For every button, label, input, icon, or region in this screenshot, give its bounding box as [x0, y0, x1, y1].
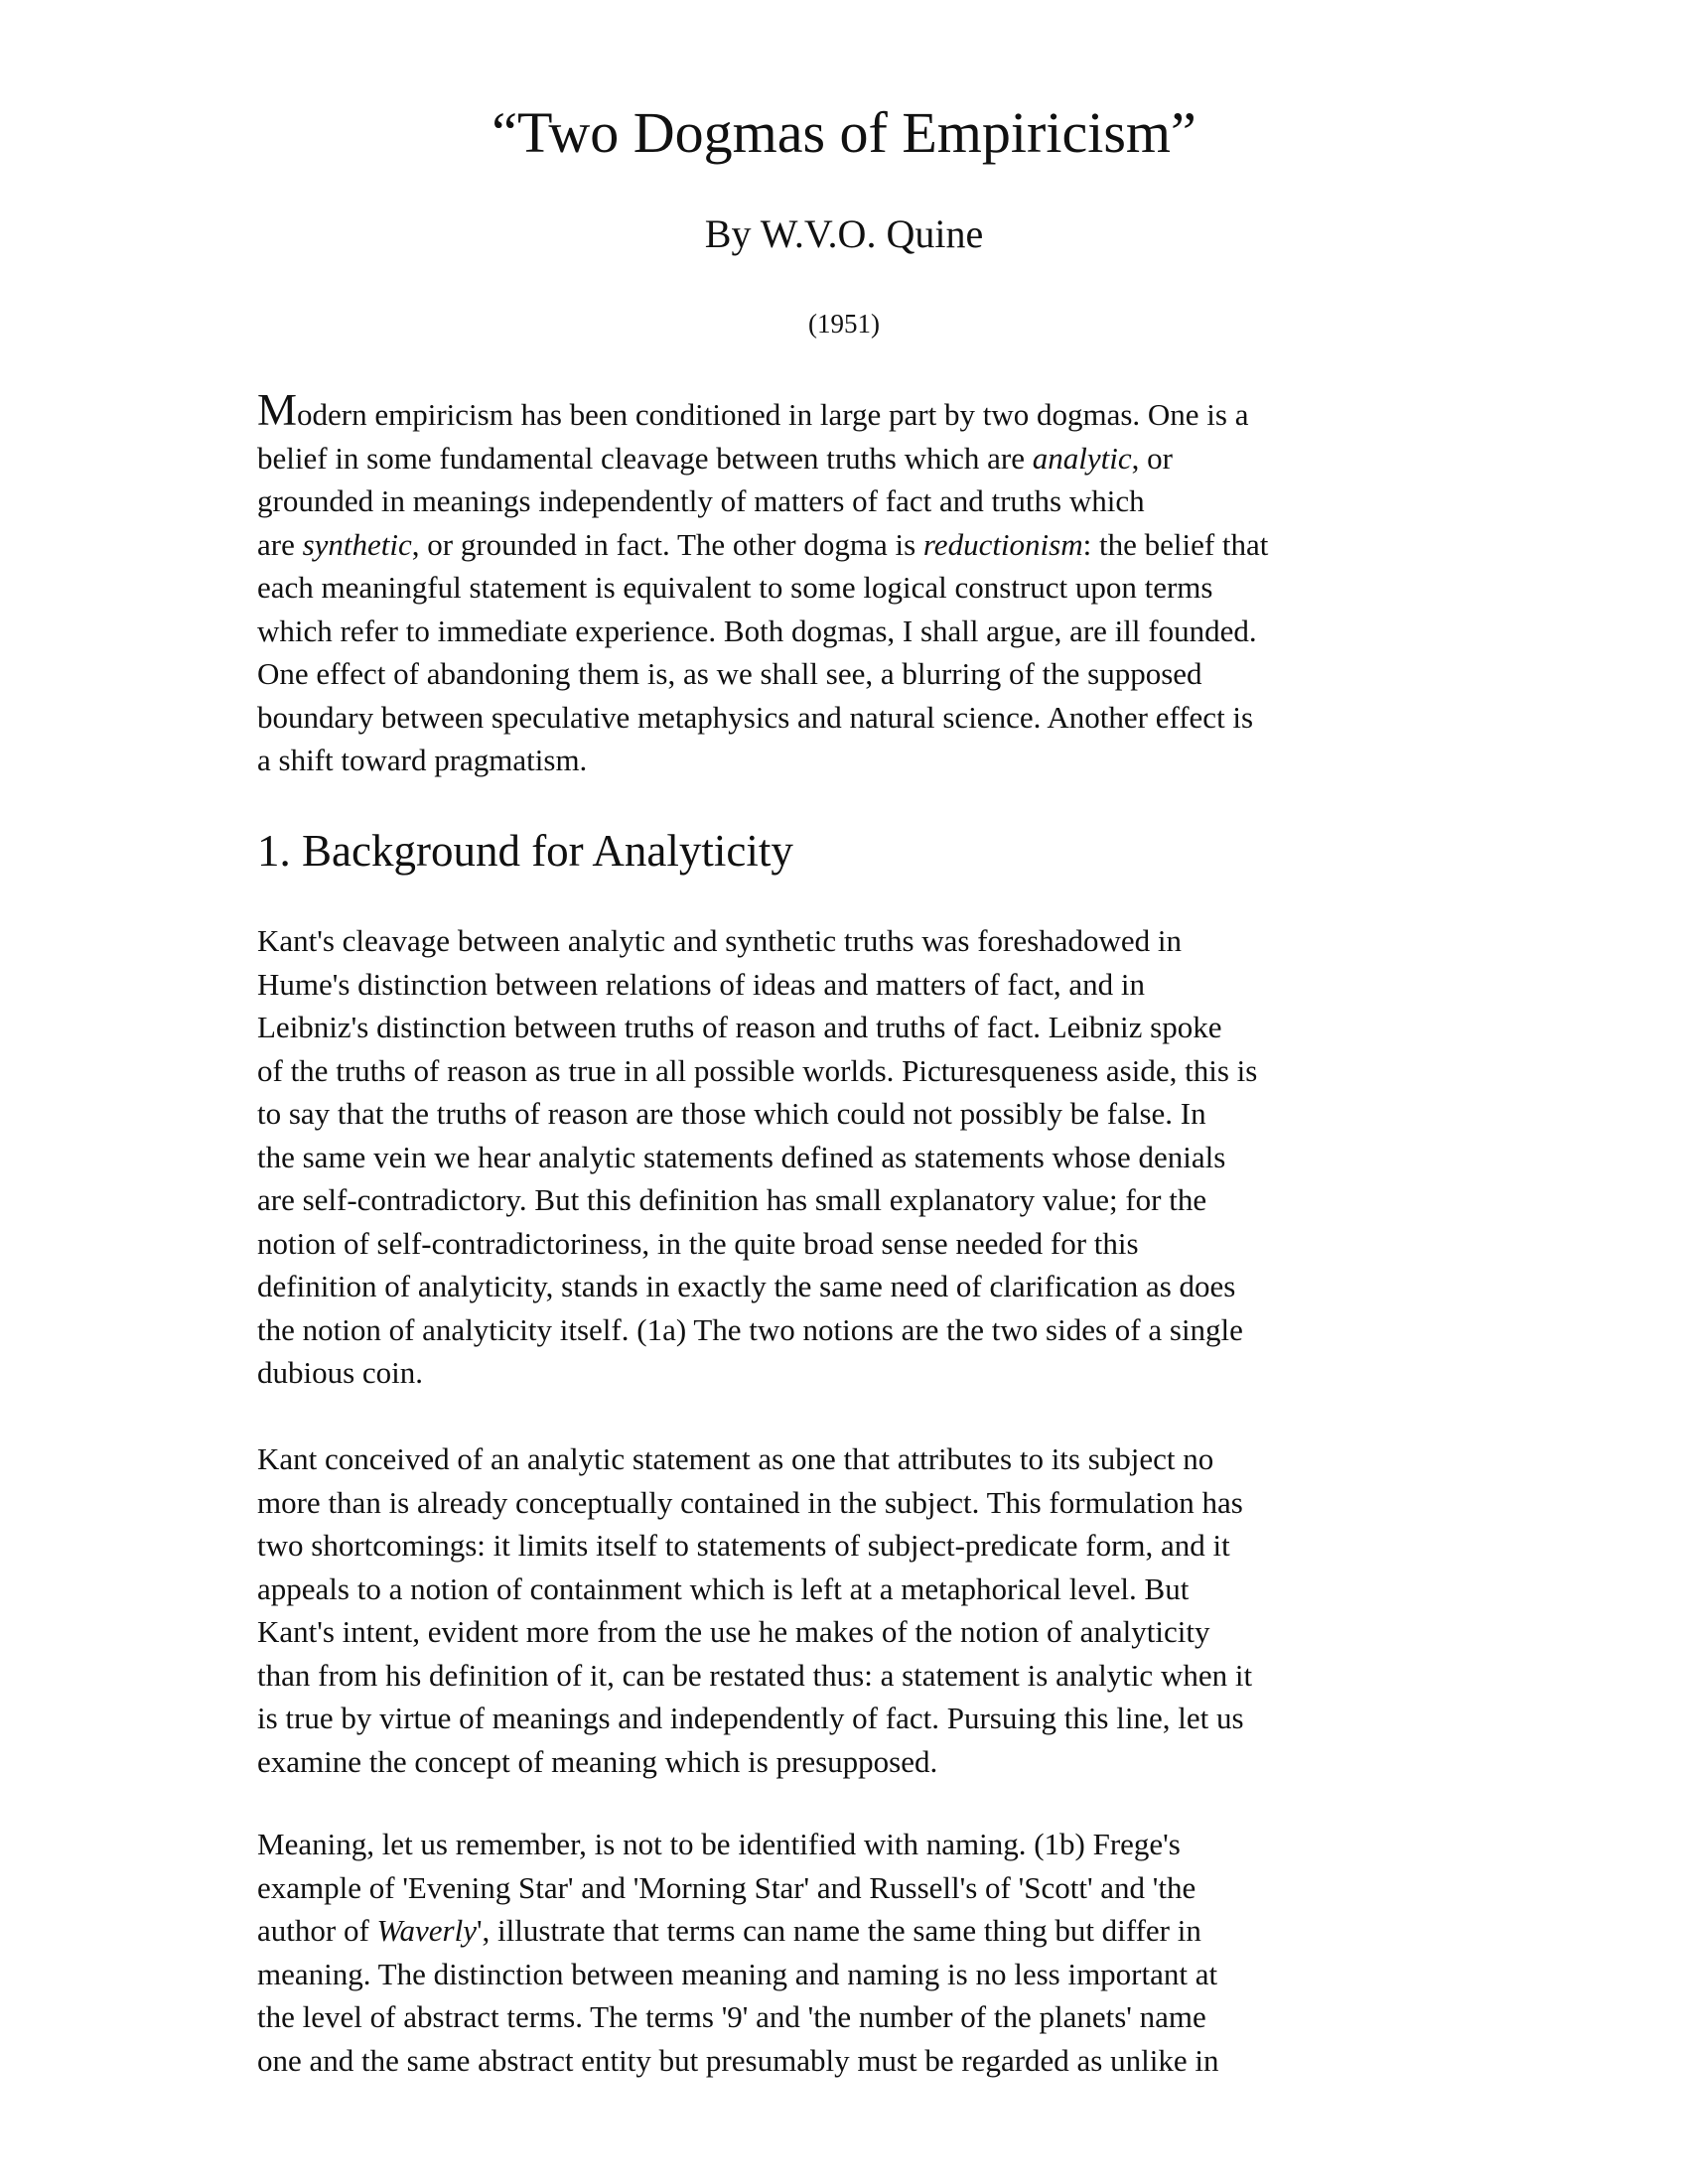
text-line: example of 'Evening Star' and 'Morning Star' and Russell's of 'Scott' and 'the: [257, 1869, 1196, 1905]
text-line: than from his definition of it, can be restated thus: a statement is analytic when it: [257, 1657, 1253, 1693]
text-line: Kant's cleavage between analytic and synthetic truths was foreshadowed in: [257, 923, 1182, 958]
emphasis-synthetic: synthetic: [302, 526, 412, 562]
document-title: “Two Dogmas of Empiricism”: [492, 100, 1196, 165]
text-line: two shortcomings: it limits itself to statements of subject-predicate form, and it: [257, 1528, 1230, 1563]
text-line: belief in some fundamental cleavage between truths which are analytic, or: [257, 440, 1173, 476]
text-line: the notion of analyticity itself. (1a) The two notions are the two sides of a single: [257, 1311, 1243, 1347]
text-line: grounded in meanings independently of matters of fact and truths which: [257, 483, 1145, 518]
text-line: Meaning, let us remember, is not to be identified with naming. (1b) Frege's: [257, 1827, 1181, 1861]
drop-cap: M: [257, 385, 298, 435]
emphasis-waverly: Waverly: [376, 1913, 477, 1948]
text-line: meaning. The distinction between meaning and naming is no less important at: [257, 1956, 1218, 1991]
text-line: appeals to a notion of containment which is left at a metaphorical level. But: [257, 1570, 1190, 1606]
text-line: which refer to immediate experience. Both dogmas, I shall argue, are ill founded.: [257, 613, 1257, 648]
text-line: dubious coin.: [257, 1355, 424, 1390]
text-line: Kant conceived of an analytic statement as one that attributes to its subject no: [257, 1441, 1214, 1476]
text-line: the same vein we hear analytic statements defined as statements whose denials: [257, 1139, 1226, 1174]
text-line: are self-contradictory. But this definition has small explanatory value; for the: [257, 1182, 1207, 1217]
text-line: is true by virtue of meanings and independently of fact. Pursuing this line, let us: [257, 1701, 1244, 1735]
text-line: Leibniz's distinction between truths of reason and truths of fact. Leibniz spoke: [257, 1010, 1222, 1044]
text-line: definition of analyticity, stands in exactly the same need of clarification as does: [257, 1269, 1236, 1303]
text-line: author of Waverly', illustrate that terms can name the same thing but differ in: [257, 1913, 1201, 1948]
text-line: One effect of abandoning them is, as we shall see, a blurring of the supposed: [257, 656, 1202, 691]
text-line: Kant's intent, evident more from the use he makes of the notion of analyticity: [257, 1614, 1210, 1649]
intro-paragraph: [257, 385, 1478, 782]
text-line: Hume's distinction between relations of ideas and matters of fact, and in: [257, 966, 1145, 1002]
text-line: boundary between speculative metaphysics and natural science. Another effect is: [257, 699, 1254, 735]
text-line: notion of self-contradictoriness, in the quite broad sense needed for this: [257, 1225, 1139, 1261]
text-line: to say that the truths of reason are those which could not possibly be false. In: [257, 1096, 1206, 1131]
text-line: examine the concept of meaning which is presupposed.: [257, 1743, 938, 1779]
text-line: a shift toward pragmatism.: [257, 743, 588, 777]
section-paragraph: [257, 1823, 1478, 2082]
section-heading: 1. Background for Analyticity: [257, 826, 793, 876]
emphasis-reductionism: reductionism: [922, 526, 1083, 562]
text-line: Modern empiricism has been conditioned in large part by two dogmas. One is a: [257, 385, 1249, 435]
section-paragraph: [257, 919, 1478, 1395]
text-line: are synthetic, or grounded in fact. The other dogma is reductionism: the belief that: [257, 526, 1269, 562]
text-line: of the truths of reason as true in all possible worlds. Picturesqueness aside, this is: [257, 1052, 1258, 1088]
author-byline: By W.V.O. Quine: [704, 211, 984, 256]
publication-year: (1951): [808, 309, 880, 339]
text-line: each meaningful statement is equivalent to some logical construct upon terms: [257, 570, 1213, 605]
text-line: more than is already conceptually contained in the subject. This formulation has: [257, 1484, 1243, 1520]
text-line: one and the same abstract entity but presumably must be regarded as unlike in: [257, 2042, 1219, 2078]
text-line: the level of abstract terms. The terms '9' and 'the number of the planets' name: [257, 1999, 1206, 2034]
emphasis-analytic: analytic: [1032, 440, 1132, 476]
section-paragraph: [257, 1437, 1478, 1783]
